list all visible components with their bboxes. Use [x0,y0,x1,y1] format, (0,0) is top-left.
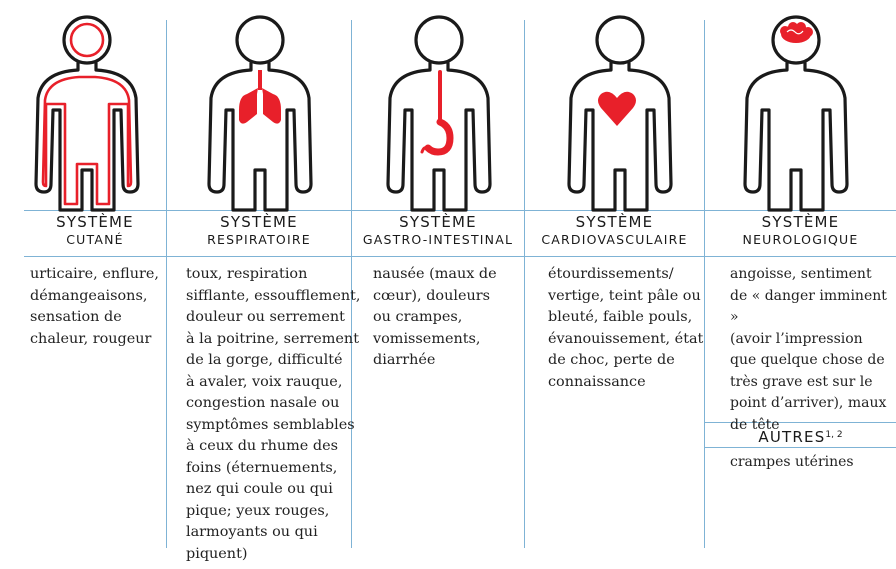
other-heading: AUTRES$^{1, 2}$ [758,428,843,447]
symptoms-skin [30,264,159,350]
column-divider [166,20,167,548]
column-heading-neurological: SYSTÈME NEUROLOGIQUE [742,213,859,247]
symptom-line: urticaire, enflure, [30,266,159,282]
symptom-line: à ceux du rhume des [186,438,339,454]
symptom-line: symptômes semblables [186,416,355,433]
symptom-line: douleur ou serrement [186,309,345,325]
column-divider [524,20,525,548]
symptom-line: foins (éternuements, [186,459,338,476]
footnote-ref: 1, 2 [825,430,843,440]
symptom-line: cœur), douleurs [373,287,490,304]
symptom-line: bleuté, faible pouls, [548,309,693,325]
symptoms-gastrointestinal [373,264,497,372]
symptom-line: congestion nasale ou [186,395,340,411]
symptom-line: nausée (maux de [373,266,497,282]
heart-icon [555,14,685,214]
symptom-line: pique; yeux rouges, [186,502,330,519]
symptom-line: nez qui coule ou qui [186,481,333,497]
symptom-line: de tête [730,416,780,433]
column-heading-cardiovascular: SYSTÈME CARDIOVASCULAIRE [541,213,688,247]
symptom-line: larmoyants ou qui [186,524,318,540]
body-skin-outline-icon [24,14,154,214]
column-heading-gastrointestinal: SYSTÈME GASTRO-INTESTINAL [362,213,514,247]
symptoms-respiratory [186,264,360,565]
column-divider [704,20,705,548]
symptom-line: démangeaisons, [30,287,148,304]
lungs-icon [195,14,325,214]
symptom-line: toux, respiration [186,266,308,282]
other-rule-bottom [705,447,896,448]
symptom-line: (avoir l’impression [730,330,863,347]
symptom-line: angoisse, sentiment [730,266,872,282]
symptom-line: à avaler, voix rauque, [186,373,343,390]
symptom-line: crampes utérines [730,454,854,470]
symptom-line: vomissements, [373,330,481,347]
symptom-line: ou crampes, [373,309,463,325]
symptom-line: évanouissement, état [548,330,704,347]
symptom-line: sensation de [30,309,122,325]
symptom-line: chaleur, rougeur [30,330,152,347]
symptom-line: connaissance [548,373,646,390]
symptom-line: à la poitrine, serrement [186,330,359,347]
symptom-line: très grave est sur le [730,373,873,390]
stomach-icon [374,14,504,214]
header-rule-bottom [24,256,896,257]
symptom-line: sifflante, essoufflement, [186,287,361,304]
symptoms-other [730,452,854,474]
symptom-line: que quelque chose de [730,352,885,368]
symptom-line: de choc, perte de [548,352,675,368]
symptom-line: piquent) [186,545,248,562]
symptoms-neurological [730,264,896,436]
symptom-line: de « danger imminent » [730,287,887,325]
symptoms-cardiovascular [548,264,703,393]
symptom-line: étourdissements/ [548,266,674,282]
symptom-line: de la gorge, difficulté [186,352,343,368]
column-heading-skin: SYSTÈME CUTANÉ [56,213,134,247]
symptom-line: vertige, teint pâle ou [548,287,701,304]
symptom-line: diarrhée [373,352,436,368]
brain-icon [733,14,863,214]
symptom-line: point d’arriver), maux [730,395,887,411]
column-heading-respiratory: SYSTÈME RESPIRATOIRE [207,213,311,247]
